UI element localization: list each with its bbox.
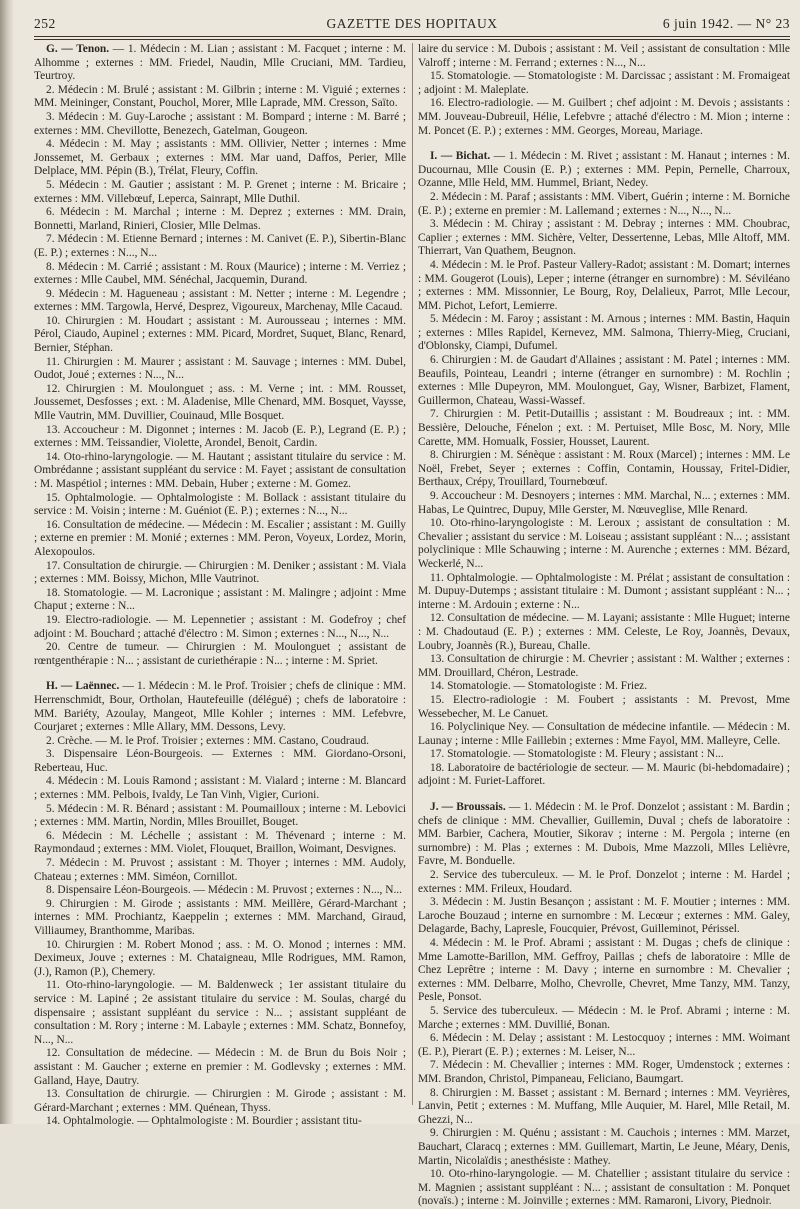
entry-text: 18. Laboratoire de bactériologie de secteur. — M. Mauric (bi-hebdomadaire) ; adjoint : M. Furiet-Lafforet.	[418, 761, 790, 788]
entry-text: 14. Ophtalmologie. — Ophtalmologiste : M. Bourdier ; assistant titu-	[46, 1115, 362, 1128]
entry-text: — 1. Médecin : M. Rivet ; assistant : M. Hanaut ; internes : M. Ducournau, Mlle Cousin (E. P.) ; externes : MM. Pepin, Pernelle, Charroux, Ozanne, Mlle Held, MM. Hummel, Briant, Nedey.	[418, 150, 790, 190]
service-entry	[34, 748, 406, 775]
hospital-heading: I. — Bichat.	[430, 150, 491, 163]
entry-text: 5. Médecin : M. R. Bénard ; assistant : M. Poumailloux ; interne : M. Lebovici ; externes : MM. Martin, Nordin, Mlles Brouillet, Bouget.	[34, 802, 406, 829]
entry-text: 6. Médecin : M. Léchelle ; assistant : M. Thévenard ; interne : M. Raymondaud ; externes : MM. Violet, Flouquet, Braillon, Woimant, Desvignes.	[34, 829, 406, 856]
service-entry	[34, 939, 406, 980]
entry-text: 8. Médecin : M. Carrié ; assistant : M. Roux (Maurice) ; interne : M. Verriez ; externes : Mlle Caubel, MM. Sénéchal, Jacquemin, Durand.	[34, 260, 406, 287]
service-entry	[418, 259, 790, 313]
service-entry	[34, 587, 406, 614]
service-entry	[34, 261, 406, 288]
entry-text: 8. Chirurgien : M. Basset ; assistant : M. Bernard ; internes : MM. Veyrières, Lanvin, Petit ; externes : M. Muffang, Mlle Auquier, M. Harel, Mlle Retail, M. Ghezzi, N...	[418, 1086, 790, 1126]
service-entry	[34, 641, 406, 668]
entry-text: 16. Electro-radiologie. — M. Guilbert ; chef adjoint : M. Devois ; assistants : MM. Jouveau-Dubreuil, Hélie, Lefebvre ; attaché d'électro : M. Mion ; interne : M. Poncet (E. P.) ; externes : MM. Georges, Moreau, Mariage.	[418, 97, 790, 137]
entry-text: 9. Chirurgien : M. Girode ; assistants : MM. Meillère, Gérard-Marchant ; internes : MM. Prochiantz, Kaeppelin ; externes : MM. Marchand, Giraud, Villiaumey, Branthomme, Maribas.	[34, 897, 406, 937]
entry-text: 4. Médecin : M. May ; assistants : MM. Ollivier, Netter ; internes : Mme Jonssemet, M. Gerbaux ; externes : MM. Mar uand, Daffos, Perier, Mlle Delplace, MM. Pépin (B.), Trélat, Fleury, Coffin.	[34, 138, 406, 178]
entry-text: 4. Médecin : M. le Prof. Abrami ; assistant : M. Dugas ; chefs de clinique : Mme Lamotte-Barillon, MM. Geffroy, Paillas ; chefs de laboratoire : Mlle de Chez Leprêtre ; interne : M. Davy ; interne en surnombre : M. Chevalier ; externes : MM. Delbarre, Molho, Chevrolle, Chevret, Mme Tanzy, MM. Tanzy, Pesle, Ponsot.	[418, 937, 790, 1004]
service-entry	[34, 206, 406, 233]
section-paragraph	[34, 680, 406, 734]
entry-text: 16. Polyclinique Ney. — Consultation de médecine infantile. — Médecin : M. Launay ; interne : Mlle Faillebin ; externes : Mme Fayol, MM. Malleyre, Celle.	[418, 721, 790, 747]
entry-text: — 1. Médecin : M. le Prof. Troisier ; chefs de clinique : MM. Herrenschmidt, Bour, Ortholan, Hautefeuille (délégué) ; chefs de laboratoire : MM. Bariéty, Azoulay, Mangeot, Mlle Kohler ; internes : MM. Lefebvre, Courjaret ; externes : Mlle Allary, MM. Dessons, Levy.	[34, 680, 406, 734]
service-entry	[34, 315, 406, 356]
entry-text: 5. Service des tuberculeux. — Médecin : M. le Prof. Abrami ; interne : M. Marche ; externes : MM. Duvillié, Bonan.	[418, 1004, 790, 1031]
service-entry	[34, 884, 406, 898]
service-entry	[418, 1059, 790, 1086]
entry-text: 8. Dispensaire Léon-Bourgeois. — Médecin : M. Pruvost ; externes : N..., N...	[46, 884, 403, 897]
entry-text: 9. Chirurgien : M. Quénu ; assistant : M. Cauchois ; internes : MM. Marzet, Bauchart, Claracq ; externes : MM. Guillemart, Martin, Le Jeune, Méary, Denis, Martin, Nicolaïdis ; anesthésiste : Mathey.	[418, 1127, 790, 1167]
service-entry	[418, 721, 790, 748]
service-entry	[418, 572, 790, 613]
service-entry	[34, 492, 406, 519]
entry-text: 3. Médecin : M. Chiray ; assistant : M. Debray ; internes : MM. Choubrac, Caplier ; externes : MM. Sichère, Velter, Dessertenne, Lebas, Mlle Altoff, MM. Thierrart, Van Quathem, Beugnon.	[418, 218, 790, 258]
entry-text: 14. Oto-rhino-laryngologie. — M. Hautant ; assistant titulaire du service : M. Ombrédanne ; assistant suppléant du service : M. Fayet ; assistant de consultation : M. Maspétiol ; internes : MM. Debain, Huber ; externe : M. Gomez.	[34, 450, 406, 490]
hospital-heading: J. — Broussais.	[430, 801, 506, 814]
service-entry	[418, 1168, 790, 1209]
service-entry	[418, 1087, 790, 1128]
entry-text: 6. Médecin : M. Marchal ; interne : M. Deprez ; externes : MM. Drain, Bonnetti, Marland, Rinieri, Closier, Mlle Delmas.	[34, 206, 406, 232]
section-paragraph	[418, 801, 790, 869]
service-entry	[418, 70, 790, 97]
service-entry	[418, 1127, 790, 1168]
service-entry	[418, 517, 790, 571]
service-entry	[34, 356, 406, 383]
service-entry	[34, 519, 406, 560]
page-header	[34, 16, 790, 36]
service-entry	[34, 857, 406, 884]
service-entry	[418, 1032, 790, 1059]
publication-title: GAZETTE DES HOPITAUX	[326, 16, 498, 31]
service-entry	[34, 424, 406, 451]
entry-text: — 1. Médecin : M. le Prof. Donzelot ; assistant : M. Bardin ; chefs de clinique : MM. Chevallier, Guillemin, Duval ; chefs de laboratoire : MM. Barbier, Cachera, Moutier, Sikorav ; interne : M. Pergola ; interne (en surnombre) : M. Plas ; externes : M. Dubois, Mme Mazzoli, Mlles Lelièvre, Favre, M. Bonduelle.	[418, 801, 790, 868]
service-entry	[34, 179, 406, 206]
service-entry	[418, 680, 790, 694]
entry-text: 8. Chirurgien : M. Sénèque : assistant : M. Roux (Marcel) ; internes : MM. Le Noël, Frebet, Seyer ; externes : Coffin, Contamin, Houssay, Fritel-Didier, Berthaux, Crépy, Trouillard, Tournebœuf.	[418, 449, 790, 489]
entry-text: — 1. Médecin : M. Lian ; assistant : M. Facquet ; interne : M. Alhomme ; externes : MM. Friedel, Naudin, Mlle Cruciani, MM. Tardieu, Teurtroy.	[34, 43, 406, 83]
entry-text: 7. Médecin : M. Chevallier ; internes : MM. Roger, Umdenstock ; externes : MM. Brandon, Christol, Pimpaneau, Feliciano, Baumgart.	[418, 1059, 790, 1085]
hospital-heading: H. — Laënnec.	[46, 680, 120, 693]
service-entry	[34, 138, 406, 179]
service-entry	[34, 233, 406, 260]
service-entry	[34, 111, 406, 138]
header-rule-bottom	[34, 39, 790, 40]
left-column	[34, 43, 406, 1128]
entry-text: 7. Chirurgien : M. Petit-Dutaillis ; assistant : M. Boudreaux ; int. : MM. Bessière, Delouche, Fénelon ; ext. : M. Pertuiset, Mlle Bosc, M. Nory, Mlle Carette, MM. Homualk, Fossier, Housset, Laurent.	[418, 408, 790, 448]
section-paragraph	[418, 150, 790, 191]
service-entry	[34, 560, 406, 587]
service-entry	[418, 43, 790, 70]
entry-text: 10. Chirurgien : M. Houdart ; assistant : M. Aurousseau ; internes : MM. Pérol, Ciaudo, Aupinel ; externes : MM. Picard, Mordret, Suquet, Blanc, Renard, Bernier, Stéphan.	[34, 314, 406, 355]
column-divider	[412, 43, 413, 1105]
entry-text: 3. Médecin : M. Guy-Laroche ; assistant : M. Bompard ; interne : M. Barré ; externes : MM. Chevillotte, Benezech, Gatelman, Gougeon.	[34, 110, 406, 137]
entry-text: 15. Electro-radiologie : M. Foubert ; assistants : M. Prevost, Mme Wessebecher, M. Le Canuet.	[418, 693, 790, 720]
service-entry	[34, 979, 406, 1047]
entry-text: 5. Médecin : M. Gautier ; assistant : M. P. Grenet ; interne : M. Bricaire ; externes : MM. Villebœuf, Leperca, Sainrapt, Mlle Duthil.	[34, 178, 406, 205]
service-entry	[418, 354, 790, 408]
service-entry	[418, 937, 790, 1005]
entry-text: 4. Médecin : M. le Prof. Pasteur Vallery-Radot; assistant : M. Domart; internes : MM. Gougerot (Louis), Leper ; interne (étranger en surnombre) : M. Séviléano ; externes : MM. Missonnier, Le Bourg, Roy, Delalieux, Parrot, Mlle Lecour, MM. Pichot, Lefort, Lemierre.	[418, 258, 790, 312]
entry-text: 12. Chirurgien : M. Moulonguet ; ass. : M. Verne ; int. : MM. Rousset, Joussemet, Desfosses ; ext. : M. Aladenise, Mlle Chenard, MM. Bosquet, Vaysse, Mlle Vautrin, MM. Duvillier, Couinaud, Mlle Bosquet.	[34, 382, 406, 423]
entry-text: 7. Médecin : M. Etienne Bernard ; internes : M. Canivet (E. P.), Sibertin-Blanc (E. P.) ; externes : N..., N...	[34, 233, 406, 259]
right-column	[418, 43, 790, 1208]
service-entry	[34, 1047, 406, 1088]
service-entry	[418, 694, 790, 721]
entry-text: 15. Ophtalmologie. — Ophtalmologiste : M. Bollack : assistant titulaire du service : M. Voisin ; interne : M. Guéniot (E. P.) ; externes : N..., N...	[34, 491, 406, 518]
article-columns	[34, 43, 790, 1208]
entry-text: 14. Stomatologie. — Stomatologiste : M. Friez.	[430, 680, 648, 693]
service-entry	[418, 191, 790, 218]
entry-text: 13. Consultation de chirurgie. — Chirurgien : M. Girode ; assistant : M. Gérard-Marchant ; externes : MM. Quénean, Thyss.	[34, 1088, 406, 1114]
entry-text: 3. Dispensaire Léon-Bourgeois. — Externes : MM. Giordano-Orsoni, Reberteau, Huc.	[34, 748, 406, 774]
service-entry	[34, 84, 406, 111]
entry-text: 13. Accoucheur : M. Digonnet ; internes : M. Jacob (E. P.), Legrand (E. P.) ; externes : MM. Teissandier, Violette, Arondel, Benoit, Cardin.	[34, 423, 406, 450]
entry-text: 2. Crèche. — M. le Prof. Troisier ; externes : MM. Castano, Coudraud.	[46, 734, 370, 747]
section-paragraph	[34, 43, 406, 84]
entry-text: 2. Médecin : M. Brulé ; assistant : M. Gilbrin ; interne : M. Viguié ; externes : MM. Meininger, Constant, Pouchol, Morer, Mlle Laprade, MM. Cresson, Saïto.	[34, 83, 406, 110]
service-entry	[418, 218, 790, 259]
entry-text: 17. Stomatologie. — Stomatologiste : M. Fleury ; assistant : N...	[430, 748, 724, 761]
service-entry	[418, 490, 790, 517]
entry-text: 11. Oto-rhino-laryngologie. — M. Baldenweck ; 1er assistant titulaire du service : M. Lapiné ; 2e assistant titulaire du service : M. Soulas, chargé du dispensaire ; assistant suppléant du service : N... ; assistant suppléant de consultation : M. Rory ; interne : M. Labayle ; externes : MM. Schatz, Bonnefoy, N..., N...	[34, 979, 406, 1046]
entry-text: 15. Stomatologie. — Stomatologiste : M. Darcissac ; assistant : M. Fromaigeat ; adjoint : M. Maleplate.	[418, 70, 790, 96]
entry-text: 13. Consultation de chirurgie : M. Chevrier ; assistant : M. Walther ; externes : MM. Drouillard, Chéron, Lestrade.	[418, 653, 790, 679]
entry-text: 3. Médecin : M. Justin Besançon ; assistant : M. F. Moutier ; internes : MM. Laroche Bouzaud ; interne en surnombre : M. Lecœur ; externes : MM. Galey, Delagarde, Bachy, Lapresle, Foucquier, Prévost, Guilleminot, Périssel.	[418, 896, 790, 936]
service-entry	[418, 762, 790, 789]
hospital-heading: G. — Tenon.	[46, 43, 110, 55]
entry-text: laire du service : M. Dubois ; assistant : M. Veil ; assistant de consultation : Mlle Valroff ; interne : M. Ferrand ; externes : N..., N...	[418, 43, 790, 69]
service-entry	[418, 869, 790, 896]
service-entry	[34, 830, 406, 857]
entry-text: 9. Médecin : M. Hagueneau ; assistant : M. Netter ; interne : M. Legendre ; externes : MM. Targowla, Hervé, Desprez, Vigoureux, Marchenay, Mlle Cacaud.	[34, 287, 406, 314]
service-entry	[34, 898, 406, 939]
service-entry	[418, 653, 790, 680]
entry-text: 10. Oto-rhino-laryngologiste : M. Leroux ; assistant de consultation : M. Chevalier ; assistant du service : M. Loiseau ; assistant suppléant : N... ; assistant polyclinique : Mlle Schauwing ; interne : M. Aurenche ; externes : MM. Bézard, Weckerlé, N...	[418, 517, 790, 570]
entry-text: 12. Consultation de médecine. — Médecin : M. de Brun du Bois Noir ; assistant : M. Gaucher ; externe en premier : M. Godlevsky ; externes : MM. Galland, Haye, Dautry.	[34, 1047, 406, 1087]
entry-text: 20. Centre de tumeur. — Chirurgien : M. Moulonguet ; assistant de rœntgenthérapie : N... ; assistant de curiethérapie : N... ; interne : M. Spriet.	[34, 641, 406, 667]
entry-text: 2. Service des tuberculeux. — M. le Prof. Donzelot ; interne : M. Hardel ; externes : MM. Frileux, Houdard.	[418, 869, 790, 895]
entry-text: 7. Médecin : M. Pruvost ; assistant : M. Thoyer ; internes : MM. Audoly, Chateau ; externes : MM. Siméon, Cornillot.	[34, 857, 406, 883]
service-entry	[418, 97, 790, 138]
binding-edge	[0, 0, 14, 1124]
entry-text: 10. Oto-rhino-laryngologie. — M. Chatellier ; assistant titulaire du service : M. Magnien ; assistant suppléant : N... ; assistant de consultation : M. Ponquet (novaïs.) ; interne : M. Joinville ; externes : MM. Ramaroni, Livory, Piednoir.	[418, 1168, 790, 1208]
service-entry	[34, 1115, 406, 1129]
service-entry	[418, 313, 790, 354]
service-entry	[418, 449, 790, 490]
entry-text: 4. Médecin : M. Louis Ramond ; assistant : M. Vialard ; interne : M. Blancard ; externes : MM. Pelbois, Ivaldy, Le Tan Vinh, Vigier, Curioni.	[34, 775, 406, 802]
entry-text: 5. Médecin : M. Faroy ; assistant : M. Arnous ; internes : MM. Bastin, Haquin ; externes : Mlles Rapidel, Kernevez, MM. Salmona, Thierry-Mieg, Cruciani, d'Oblonsky, Ciampi, Dufumel.	[418, 313, 790, 353]
entry-text: 12. Consultation de médecine. — M. Layani; assistante : Mlle Huguet; interne : M. Chadoutaud (E. P.) ; externes : MM. Celeste, Le Roy, Joannès, Devaux, Loubry, Joannès (R.), Bureau, Challe.	[418, 612, 790, 652]
service-entry	[34, 451, 406, 492]
entry-text: 16. Consultation de médecine. — Médecin : M. Escalier ; assistant : M. Guilly ; externe en premier : M. Monié ; externes : MM. Peron, Voyeux, Lordez, Morin, Alexopoulos.	[34, 518, 406, 558]
service-entry	[34, 803, 406, 830]
service-entry	[34, 735, 406, 749]
entry-text: 17. Consultation de chirurgie. — Chirurgien : M. Deniker ; assistant : M. Viala ; externes : MM. Boissy, Michon, Mlle Vautrinot.	[34, 559, 406, 586]
entry-text: 9. Accoucheur : M. Desnoyers ; internes : MM. Marchal, N... ; externes : MM. Habas, Le Quintrec, Dupuy, Mlle Gerster, M. Nœuveglise, Mlle Renard.	[418, 490, 790, 516]
entry-text: 11. Ophtalmologie. — Ophtalmologiste : M. Prélat ; assistant de consultation : M. Dupuy-Dutemps ; assistant titulaire : M. Dumont ; assistant suppléant : N... ; interne : M. Ardouin ; externe : N...	[418, 571, 790, 611]
entry-text: 11. Chirurgien : M. Maurer ; assistant : M. Sauvage ; internes : MM. Dubel, Oudot, Joué ; externes : N..., N...	[34, 355, 406, 382]
service-entry	[34, 1088, 406, 1115]
service-entry	[418, 1005, 790, 1032]
entry-text: 6. Chirurgien : M. de Gaudart d'Allaines ; assistant : M. Patel ; internes : MM. Beaufils, Pointeau, Leandri ; interne (étranger en surnombre) : M. Rochlin ; externes : Mlle Dupeyron, MM. Moulonguet, Gay, Wisner, Barbizet, Flament, Guillermon, Chateau, Wassi-Wassef.	[418, 354, 790, 407]
entry-text: 2. Médecin : M. Paraf ; assistants : MM. Vibert, Guérin ; interne : M. Borniche (E. P.) ; externe en premier : M. Lallemand ; externes : N..., N..., N...	[418, 190, 790, 217]
page-number: 252	[34, 16, 56, 31]
header-rule-top	[34, 36, 790, 37]
entry-text: 18. Stomatologie. — M. Lacronique ; assistant : M. Malingre ; adjoint : Mme Chaput ; externe : N...	[34, 586, 406, 613]
entry-text: 19. Electro-radiologie. — M. Lepennetier ; assistant : M. Godefroy ; chef adjoint : M. Bouchard ; attaché d'électro : M. Simon ; externes : N..., N..., N...	[34, 613, 406, 640]
issue-date: 6 juin 1942. — N° 23	[662, 16, 790, 31]
service-entry	[418, 612, 790, 653]
service-entry	[418, 748, 790, 762]
service-entry	[34, 614, 406, 641]
service-entry	[34, 383, 406, 424]
service-entry	[418, 896, 790, 937]
entry-text: 10. Chirurgien : M. Robert Monod ; ass. : M. O. Monod ; internes : MM. Deximeux, Jouve ; externes : M. Chataigneau, Mlle Rodrigues, MM. Ramon, (J.), Ramon (P.), Chemery.	[34, 938, 406, 978]
service-entry	[34, 288, 406, 315]
entry-text: 6. Médecin : M. Delay ; assistant : M. Lestocquoy ; internes : MM. Woimant (E. P.), Pierart (E. P.) ; externes : M. Leiser, N...	[418, 1032, 790, 1058]
service-entry	[418, 408, 790, 449]
service-entry	[34, 775, 406, 802]
